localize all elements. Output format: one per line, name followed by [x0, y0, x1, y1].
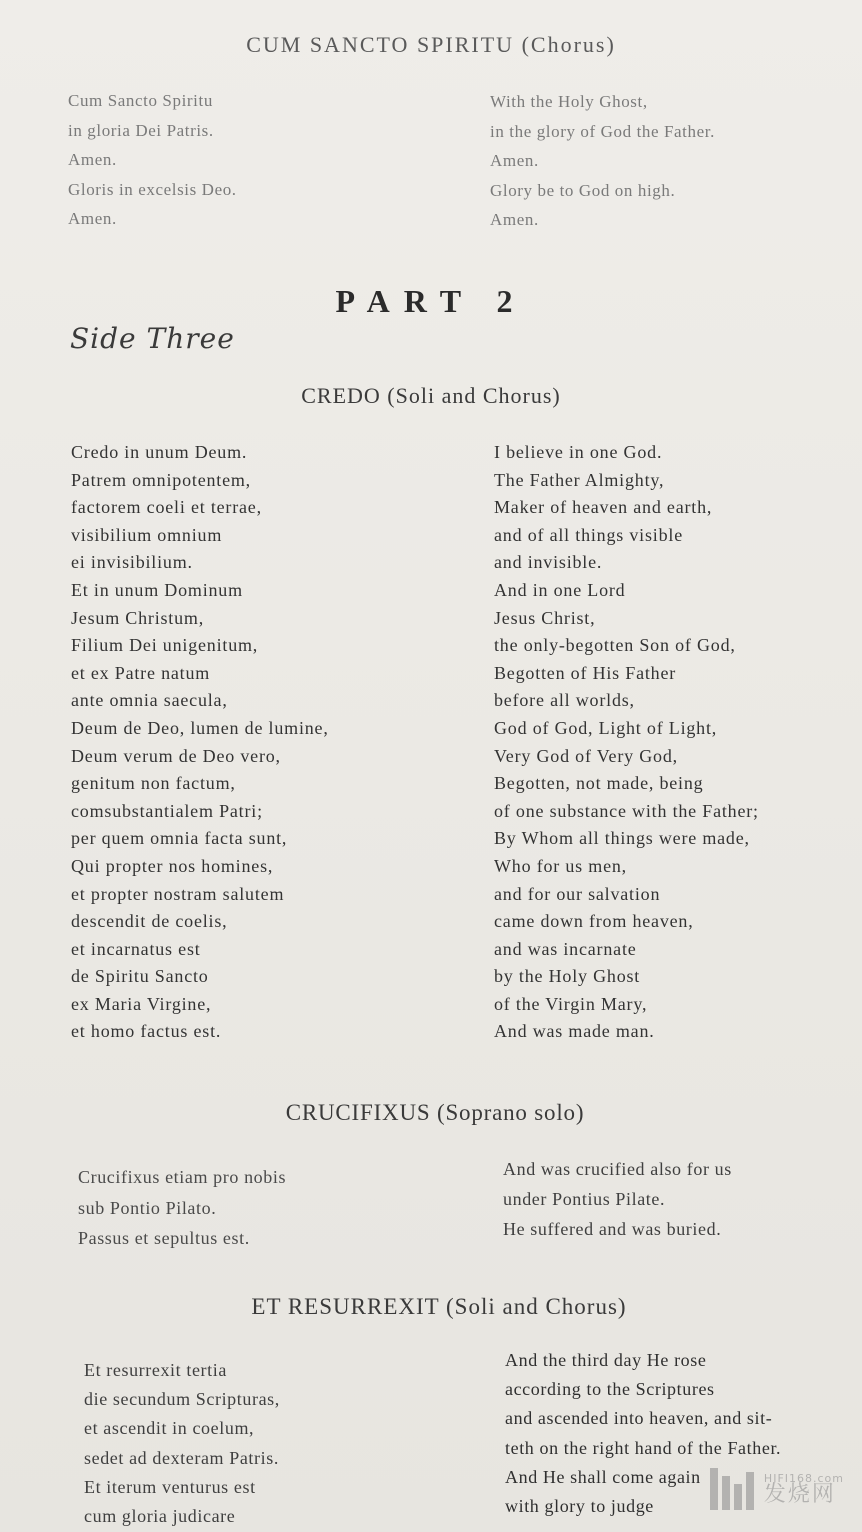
lyric-line: Gloris in excelsis Deo.: [68, 179, 237, 199]
lyric-line: Maker of heaven and earth,: [494, 497, 713, 518]
lyric-line: God of God, Light of Light,: [494, 717, 718, 738]
lyric-line: Jesus Christ,: [494, 607, 596, 628]
lyric-line: with glory to judge: [505, 1496, 654, 1517]
lyric-line: of the Virgin Mary,: [494, 993, 648, 1014]
lyric-line: Credo in unum Deum.: [71, 442, 248, 462]
lyric-line: Et iterum venturus est: [84, 1476, 256, 1497]
lyric-line: Et in unum Dominum: [71, 579, 243, 600]
lyric-line: Amen.: [490, 151, 539, 170]
credo-latin: [71, 439, 329, 1046]
lyric-line: and of all things visible: [494, 524, 683, 545]
lyric-line: per quem omnia facta sunt,: [71, 828, 288, 849]
lyric-line: et incarnatus est: [71, 938, 201, 959]
lyric-line: before all worlds,: [494, 690, 635, 711]
crucifixus-latin: [78, 1162, 286, 1254]
credo-title: CREDO (Soli and Chorus): [301, 383, 561, 408]
cum-sancto-title: CUM SANCTO SPIRITU (Chorus): [246, 32, 616, 57]
lyric-line: Passus et sepultus est.: [78, 1228, 250, 1248]
lyric-line: in gloria Dei Patris.: [68, 120, 214, 140]
lyric-line: Jesum Christum,: [71, 607, 205, 628]
lyric-line: Crucifixus etiam pro nobis: [78, 1167, 287, 1187]
lyric-line: sedet ad dexteram Patris.: [84, 1447, 279, 1468]
lyric-line: I believe in one God.: [494, 442, 663, 462]
lyric-line: de Spiritu Sancto: [71, 966, 209, 987]
lyric-line: cum gloria judicare: [84, 1506, 236, 1527]
lyric-line: Et resurrexit tertia: [84, 1360, 227, 1380]
crucifixus-title: CRUCIFIXUS (Soprano solo): [285, 1100, 585, 1125]
lyric-line: Qui propter nos homines,: [71, 855, 274, 876]
lyric-line: With the Holy Ghost,: [490, 92, 648, 111]
lyric-line: comsubstantialem Patri;: [71, 800, 263, 821]
lyric-line: teth on the right hand of the Father.: [505, 1437, 782, 1458]
lyric-line: ante omnia saecula,: [71, 690, 228, 711]
lyric-line: and ascended into heaven, and sit-: [505, 1408, 773, 1429]
lyric-line: And was crucified also for us: [503, 1159, 732, 1179]
lyric-line: And was made man.: [494, 1021, 655, 1042]
lyric-line: according to the Scriptures: [505, 1379, 715, 1400]
lyric-line: die secundum Scripturas,: [84, 1389, 280, 1410]
lyric-line: Deum de Deo, lumen de lumine,: [71, 717, 329, 738]
lyric-line: Who for us men,: [494, 855, 627, 876]
lyric-line: Patrem omnipotentem,: [71, 469, 251, 490]
lyric-line: et ex Patre natum: [71, 662, 211, 683]
lyric-line: the only-begotten Son of God,: [494, 635, 736, 656]
lyric-line: And in one Lord: [494, 579, 626, 600]
credo-english: [494, 439, 759, 1046]
lyric-line: factorem coeli et terrae,: [71, 497, 262, 518]
cum-sancto-english: [490, 87, 715, 235]
lyric-line: under Pontius Pilate.: [503, 1189, 666, 1209]
lyric-line: and for our salvation: [494, 883, 661, 904]
et-resurrexit-latin: [84, 1356, 280, 1531]
lyric-line: ei invisibilium.: [71, 552, 193, 573]
lyric-line: et ascendit in coelum,: [84, 1418, 255, 1439]
lyric-line: and was incarnate: [494, 938, 637, 959]
lyric-line: Begotten of His Father: [494, 662, 677, 683]
lyric-line: The Father Almighty,: [494, 469, 665, 490]
lyric-line: in the glory of God the Father.: [490, 121, 715, 141]
lyric-line: sub Pontio Pilato.: [78, 1197, 217, 1218]
side-label: Side Three: [70, 322, 235, 355]
lyric-line: Amen.: [68, 209, 117, 228]
site-watermark: [704, 1464, 844, 1514]
hifi-logo-icon: [704, 1464, 758, 1514]
lyric-line: He suffered and was buried.: [503, 1219, 722, 1239]
lyric-line: Deum verum de Deo vero,: [71, 745, 281, 766]
lyric-line: descendit de coelis,: [71, 911, 228, 932]
lyric-line: By Whom all things were made,: [494, 828, 750, 849]
part-title: PART 2: [335, 283, 527, 319]
lyric-line: and invisible.: [494, 552, 603, 573]
lyric-line: genitum non factum,: [71, 773, 236, 794]
watermark-chinese: 发烧网: [763, 1481, 836, 1507]
lyric-line: by the Holy Ghost: [494, 966, 641, 987]
lyric-line: Very God of Very God,: [494, 745, 678, 766]
lyric-line: et propter nostram salutem: [71, 883, 285, 904]
lyric-line: et homo factus est.: [71, 1021, 222, 1042]
cum-sancto-latin: [68, 86, 237, 234]
lyric-line: And He shall come again: [505, 1466, 701, 1487]
lyric-line: visibilium omnium: [71, 524, 223, 545]
crucifixus-english: [503, 1154, 732, 1244]
lyric-line: of one substance with the Father;: [494, 800, 759, 821]
lyric-line: Glory be to God on high.: [490, 180, 676, 200]
lyric-line: Amen.: [490, 210, 539, 229]
lyric-line: Amen.: [68, 150, 117, 169]
lyric-line: Filium Dei unigenitum,: [71, 635, 259, 656]
et-resurrexit-title: ET RESURREXIT (Soli and Chorus): [251, 1294, 627, 1319]
lyric-line: Cum Sancto Spiritu: [68, 91, 213, 110]
lyric-line: Begotten, not made, being: [494, 773, 704, 794]
lyric-line: came down from heaven,: [494, 911, 694, 932]
lyric-line: And the third day He rose: [505, 1350, 707, 1370]
watermark-url: HIFI168.com: [763, 1471, 844, 1485]
lyric-line: ex Maria Virgine,: [71, 993, 212, 1014]
